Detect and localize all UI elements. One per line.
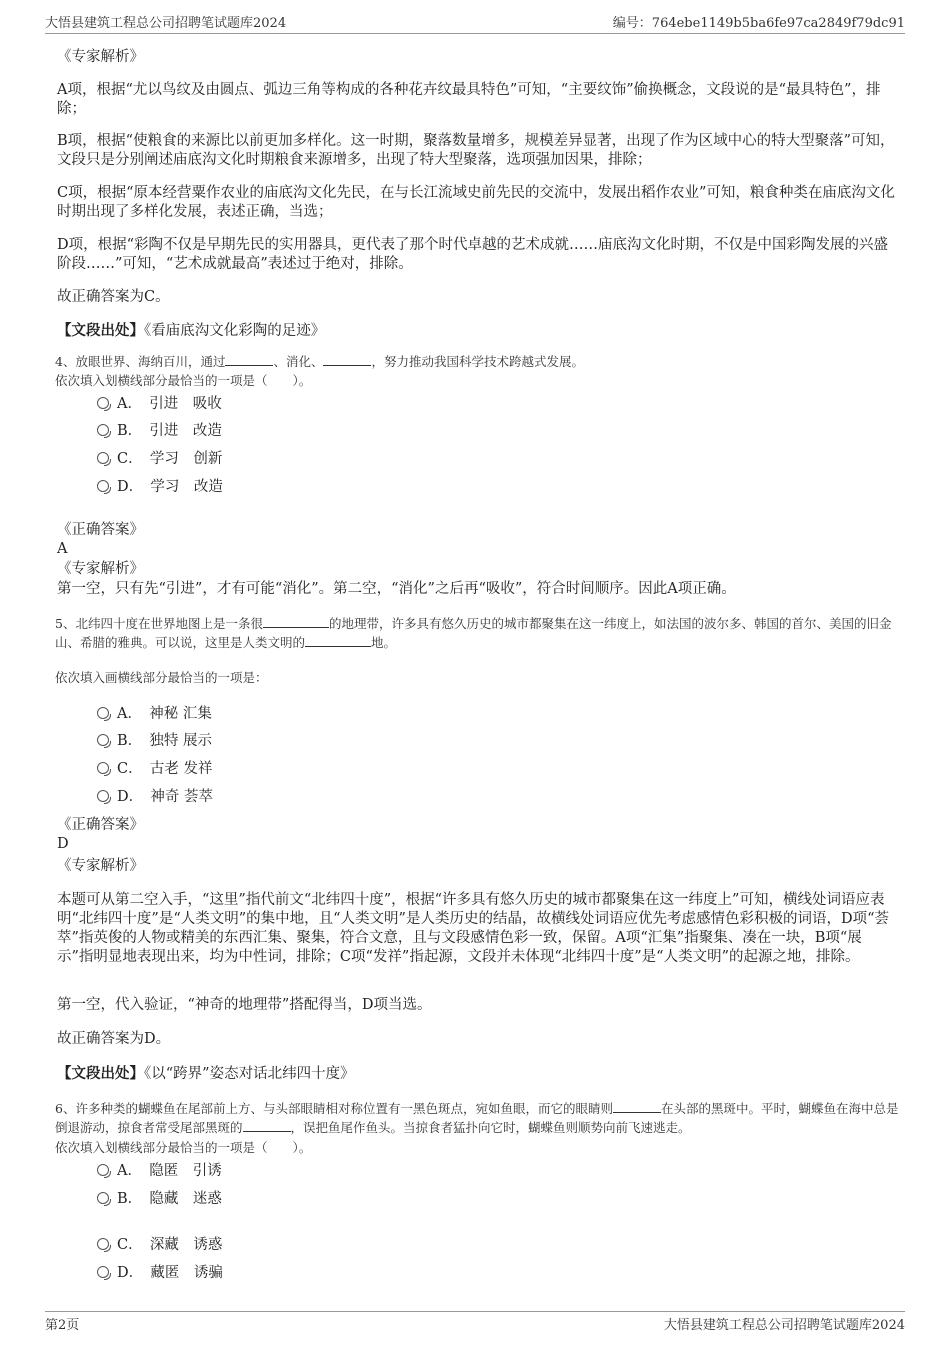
q4-option-d[interactable] bbox=[97, 477, 223, 497]
q4-stem-part3: ，努力推动我国科学技术跨越式发展。 bbox=[371, 354, 584, 369]
radio-icon[interactable] bbox=[97, 424, 109, 436]
q5-blank-1 bbox=[263, 615, 329, 628]
q5-option-c[interactable] bbox=[97, 759, 212, 779]
q4-blank-1 bbox=[225, 353, 273, 366]
q5-option-a[interactable] bbox=[97, 704, 212, 724]
q5-stem bbox=[55, 614, 900, 652]
q5-blank-2 bbox=[305, 634, 371, 647]
radio-icon[interactable] bbox=[97, 480, 109, 492]
q3-analysis-a: A项，根据“尤以鸟纹及由圆点、弧边三角等构成的各种花卉纹最具特色”可知，“主要纹饰”偷换概念，文段说的是“最具特色”，排除； bbox=[57, 82, 881, 117]
q5-analysis-1: 本题可从第二空入手，“这里”指代前文“北纬四十度”，根据“许多具有悠久历史的城市都聚集在这一纬度上”可知，横线处词语应表明“北纬四十度”是“人类文明”的集中地，且“人类文明”是人类历史的结晶，故横线处词语应优先考虑感情色彩积极的词语，D项“荟萃”指英俊的人物或精美的东西汇集、聚集，符合文意，且与文段感情色彩一致，保留。A项“汇集”指聚集、凑在一块，B项“展示”指明显地表现出来，均为中性词，排除；C项“发祥”指起源，文段并未体现“北纬四十度”是“人类文明”的起源之地，排除。 bbox=[57, 892, 890, 965]
radio-icon[interactable] bbox=[97, 1192, 109, 1204]
q5-source-text: 《以“跨界”姿态对话北纬四十度》 bbox=[144, 1066, 355, 1082]
q3-source bbox=[57, 321, 897, 341]
footer-title: 大悟县建筑工程总公司招聘笔试题库2024 bbox=[663, 1318, 905, 1333]
radio-icon[interactable] bbox=[97, 1266, 109, 1278]
radio-icon[interactable] bbox=[97, 452, 109, 464]
q5-conclusion: 故正确答案为D。 bbox=[57, 1031, 171, 1047]
q5-stem-part1: 5、北纬四十度在世界地图上是一条很 bbox=[55, 616, 263, 631]
q6-option-b[interactable] bbox=[97, 1189, 222, 1209]
radio-icon[interactable] bbox=[97, 397, 109, 409]
q4-option-c[interactable] bbox=[97, 449, 222, 469]
q4-analysis: 第一空，只有先“引进”，才有可能“消化”。第二空，“消化”之后再“吸收”，符合时间顺序。因此A项正确。 bbox=[57, 581, 736, 597]
q5-analysis-2: 第一空，代入验证，“神奇的地理带”搭配得当，D项当选。 bbox=[57, 997, 432, 1013]
q6-option-a-label: A． 隐匿 引诱 bbox=[117, 1163, 222, 1179]
q5-expert-label: 《专家解析》 bbox=[57, 858, 144, 874]
q4-instruction: 依次填入划横线部分最恰当的一项是（ ）。 bbox=[55, 373, 312, 388]
header-title: 大悟县建筑工程总公司招聘笔试题库2024 bbox=[45, 16, 287, 31]
q5-option-d-label: D． 神奇 荟萃 bbox=[117, 789, 213, 805]
q6-instruction: 依次填入划横线部分最恰当的一项是（ ）。 bbox=[55, 1140, 312, 1155]
q6-blank-1 bbox=[613, 1100, 661, 1113]
q5-answer-label: 《正确答案》 bbox=[57, 817, 144, 833]
radio-icon[interactable] bbox=[97, 1164, 109, 1176]
q3-analysis-d: D项，根据“彩陶不仅是早期先民的实用器具，更代表了那个时代卓越的艺术成就……庙底沟文化时期，不仅是中国彩陶发展的兴盛阶段……”可知，“艺术成就最高”表述过于绝对，排除。 bbox=[57, 237, 889, 272]
q5-source bbox=[57, 1064, 897, 1084]
q3-source-text: 《看庙底沟文化彩陶的足迹》 bbox=[144, 323, 326, 339]
q4-option-c-label: C． 学习 创新 bbox=[117, 451, 223, 467]
q4-stem bbox=[55, 352, 900, 371]
radio-icon[interactable] bbox=[97, 762, 109, 774]
q5-option-b[interactable] bbox=[97, 731, 212, 751]
q4-option-a[interactable] bbox=[97, 394, 222, 414]
q6-blank-2 bbox=[243, 1119, 291, 1132]
q6-option-a[interactable] bbox=[97, 1161, 222, 1181]
q6-stem bbox=[55, 1099, 900, 1137]
q4-answer: A bbox=[57, 541, 68, 557]
radio-icon[interactable] bbox=[97, 707, 109, 719]
q6-stem-part1: 6、许多种类的蝴蝶鱼在尾部前上方、与头部眼睛相对称位置有一黑色斑点，宛如鱼眼，而它的眼睛则 bbox=[55, 1101, 613, 1116]
q3-expert-label: 《专家解析》 bbox=[57, 49, 144, 65]
q4-blank-2 bbox=[323, 353, 371, 366]
q6-option-b-label: B． 隐藏 迷惑 bbox=[117, 1191, 222, 1207]
footer-divider bbox=[45, 1311, 905, 1312]
q4-expert-label: 《专家解析》 bbox=[57, 561, 144, 577]
header-divider bbox=[45, 33, 905, 34]
q5-option-a-label: A． 神秘 汇集 bbox=[117, 706, 212, 722]
q4-stem-part2: 、消化、 bbox=[273, 354, 324, 369]
q4-stem-part1: 4、放眼世界、海纳百川，通过 bbox=[55, 354, 226, 369]
q4-option-d-label: D． 学习 改造 bbox=[117, 479, 223, 495]
radio-icon[interactable] bbox=[97, 790, 109, 802]
q5-option-d[interactable] bbox=[97, 787, 213, 807]
q4-answer-label: 《正确答案》 bbox=[57, 522, 144, 538]
q4-option-b-label: B． 引进 改造 bbox=[117, 423, 222, 439]
q6-option-d[interactable] bbox=[97, 1263, 223, 1283]
q6-option-c-label: C． 深藏 诱惑 bbox=[117, 1237, 223, 1253]
q6-option-c[interactable] bbox=[97, 1235, 222, 1255]
radio-icon[interactable] bbox=[97, 734, 109, 746]
q5-option-b-label: B． 独特 展示 bbox=[117, 733, 213, 749]
q6-stem-part2: 在头部的黑斑中。平时，蝴蝶鱼在海中总是倒退游动，掠食者常受尾部黑斑的 bbox=[55, 1101, 899, 1135]
q5-source-label: 【文段出处】 bbox=[57, 1065, 144, 1082]
q3-analysis-c: C项，根据“原本经营粟作农业的庙底沟文化先民，在与长江流域史前先民的交流中，发展出稻作农业”可知，粮食种类在庙底沟文化时期出现了多样化发展，表述正确，当选； bbox=[57, 185, 895, 220]
q3-conclusion: 故正确答案为C。 bbox=[57, 289, 170, 305]
header-id: 编号：764ebe1149b5ba6fe97ca2849f79dc91 bbox=[612, 16, 905, 31]
q5-instruction: 依次填入画横线部分最恰当的一项是： bbox=[55, 670, 268, 685]
radio-icon[interactable] bbox=[97, 1238, 109, 1250]
q4-option-b[interactable] bbox=[97, 421, 222, 441]
q4-option-a-label: A． 引进 吸收 bbox=[117, 396, 222, 412]
q5-option-c-label: C． 古老 发祥 bbox=[117, 761, 213, 777]
q5-stem-part2: 的地理带，许多具有悠久历史的城市都聚集在这一纬度上，如法国的波尔多、韩国的首尔、美国的旧金山、希腊的雅典。可以说，这里是人类文明的 bbox=[55, 616, 892, 650]
q5-stem-part3: 地。 bbox=[371, 635, 397, 650]
q3-source-label: 【文段出处】 bbox=[57, 322, 144, 339]
q6-stem-part3: ，误把鱼尾作鱼头。当掠食者猛扑向它时，蝴蝶鱼则顺势向前飞速逃走。 bbox=[290, 1120, 691, 1135]
q6-option-d-label: D． 藏匿 诱骗 bbox=[117, 1265, 223, 1281]
q3-analysis-b: B项，根据“使粮食的来源比以前更加多样化。这一时期，聚落数量增多，规模差异显著，出现了作为区域中心的特大型聚落”可知，文段只是分别阐述庙底沟文化时期粮食来源增多，出现了特大型聚落，选项强加因果，排除； bbox=[57, 133, 895, 168]
page-number: 第2页 bbox=[45, 1318, 80, 1333]
q5-answer: D bbox=[57, 836, 69, 852]
page-header bbox=[45, 12, 905, 32]
